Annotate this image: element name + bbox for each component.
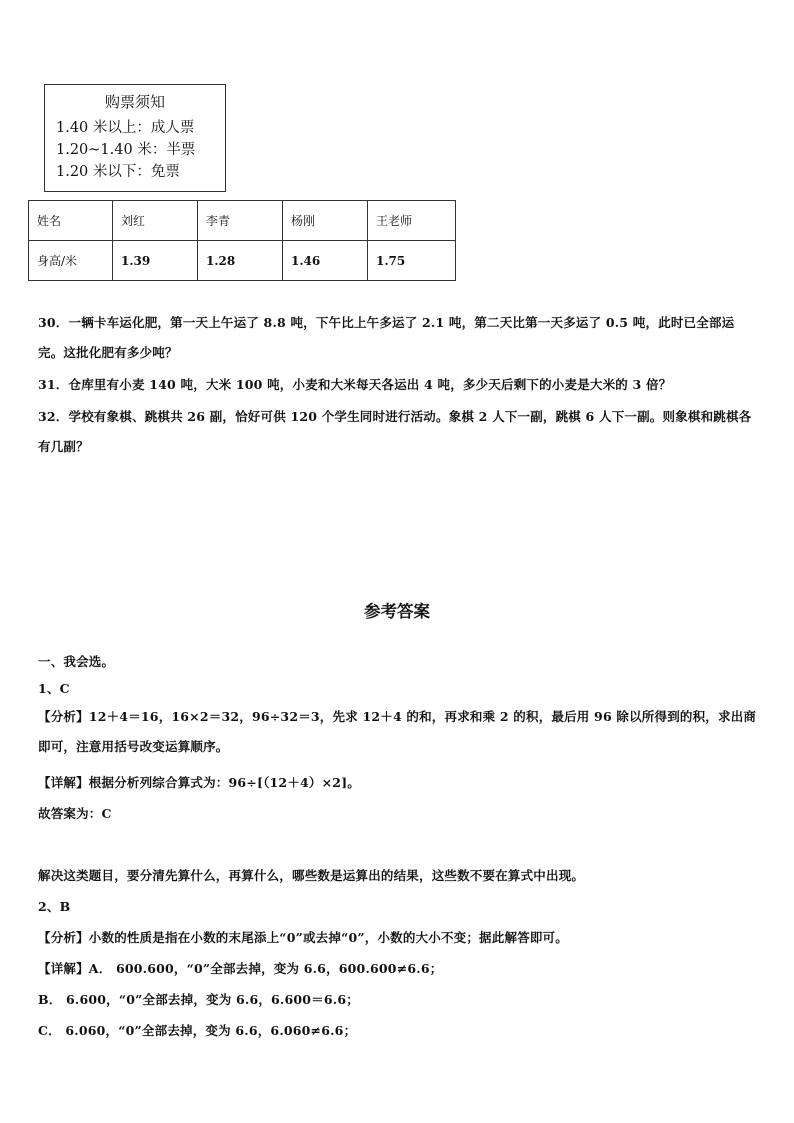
answer-1-result: 故答案为：C	[38, 806, 112, 821]
notice-title: 购票须知	[104, 93, 165, 111]
table-row-names	[29, 201, 456, 241]
question-32: 32．学校有象棋、跳棋共 26 副，恰好可供 120 个学生同时进行活动。象棋 2 人下一副，跳棋 6 人下一副。则象棋和跳棋各有几副？	[38, 409, 752, 454]
answer-2-option-c: C． 6.060，“0”全部去掉，变为 6.6，6.060≠6.6；	[38, 1023, 357, 1038]
answer-1-label: 1、C	[38, 681, 70, 696]
section-heading: 一、我会选。	[38, 654, 115, 669]
table-cell: 王老师	[368, 201, 456, 241]
answer-1-analysis: 【分析】12＋4＝16，16×2＝32，96÷32＝3，先求 12＋4 的和，再求和乘 2 的积，最后用 96 除以所得到的积，求出商即可，注意用括号改变运算顺序。	[38, 709, 757, 754]
table-cell: 身高/米	[29, 241, 113, 281]
notice-line-free: 1.20 米以下：免票	[56, 164, 180, 180]
question-30: 30．一辆卡车运化肥，第一天上午运了 8.8 吨，下午比上午多运了 2.1 吨，第二天比第一天多运了 0.5 吨，此时已全部运完。这批化肥有多少吨？	[38, 315, 735, 360]
answer-2-option-b: B． 6.600，“0”全部去掉，变为 6.6，6.600＝6.6；	[38, 992, 359, 1007]
notice-line-half: 1.20~1.40 米：半票	[56, 142, 196, 158]
answer-2-option-a: 【详解】A． 600.600，“0”全部去掉，变为 6.6，600.600≠6.6；	[38, 961, 443, 976]
ticket-notice-box	[44, 84, 226, 192]
table-cell: 刘红	[113, 201, 198, 241]
answer-2-analysis: 【分析】小数的性质是指在小数的末尾添上“0”或去掉“0”，小数的大小不变；据此解答即可。	[38, 930, 568, 945]
notice-line-adult: 1.40 米以上：成人票	[56, 120, 195, 136]
answer-1-note: 解决这类题目，要分清先算什么，再算什么，哪些数是运算出的结果，这些数不要在算式中出现。	[38, 868, 585, 883]
table-cell: 1.75	[368, 241, 456, 281]
answer-2-label: 2、B	[38, 899, 71, 914]
table-cell: 1.28	[198, 241, 283, 281]
answers-title: 参考答案	[364, 602, 430, 621]
table-cell: 1.39	[113, 241, 198, 281]
table-cell: 姓名	[29, 201, 113, 241]
table-cell: 1.46	[283, 241, 368, 281]
question-31: 31．仓库里有小麦 140 吨，大米 100 吨，小麦和大米每天各运出 4 吨，多少天后剩下的小麦是大米的 3 倍？	[38, 377, 672, 392]
table-cell: 杨刚	[283, 201, 368, 241]
table-cell: 李青	[198, 201, 283, 241]
table-row-heights	[29, 241, 456, 281]
answer-1-detail: 【详解】根据分析列综合算式为：96÷[（12＋4）×2]。	[38, 775, 361, 790]
height-table	[28, 200, 456, 281]
